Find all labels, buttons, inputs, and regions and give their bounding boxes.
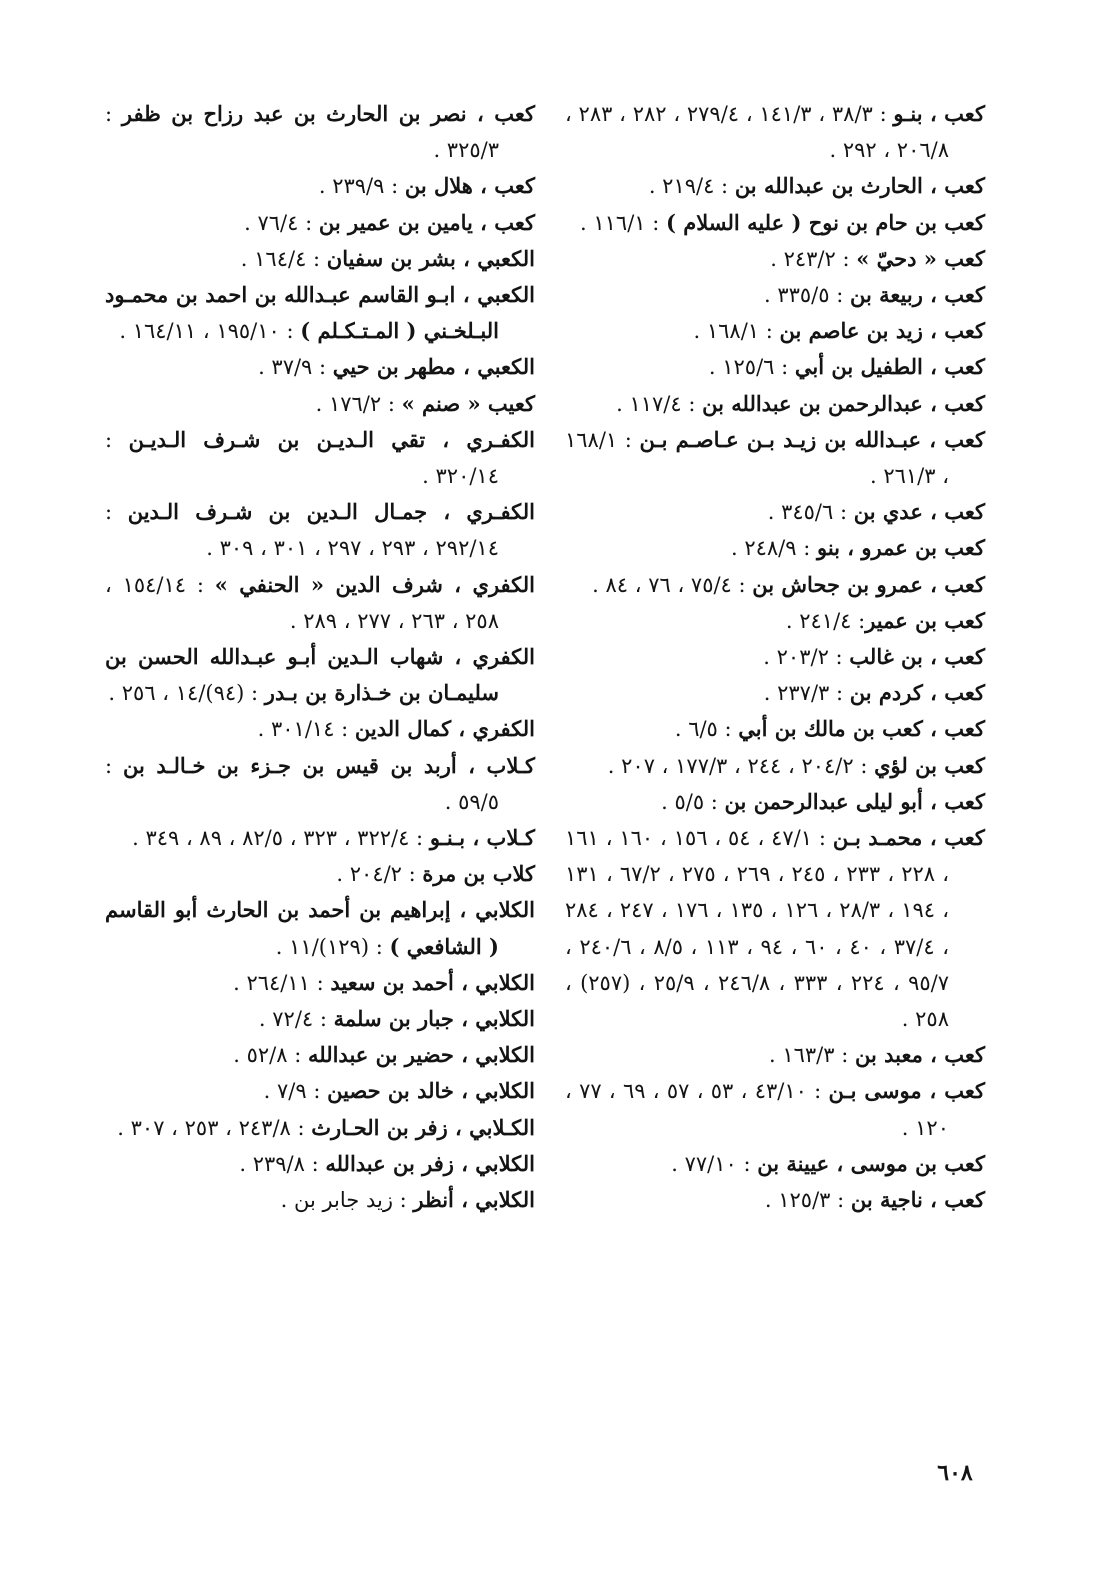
entry-heading: كـلاب ، بـنـو [429,825,535,851]
index-entry [105,386,535,422]
index-entry [565,386,985,422]
index-entry [105,168,535,204]
index-entry [105,494,535,566]
index-entry [565,1073,985,1145]
entry-references: : ٢١٩/٤ . [648,174,735,199]
entry-references: : ٢٠٤/٢ ، ٢٤٤ ، ١٧٧/٣ ، ٢٠٧ . [607,753,875,778]
entry-references: : ٣٣٥/٥ . [763,283,850,308]
entry-references: : ٣٨/٣ ، ١٤١/٣ ، ٢٧٩/٤ ، ٢٨٢ ، ٢٨٣ ، ٢٠٦/٨ ، ٢٩٢ . [565,102,949,163]
entry-heading: كعب ، الحارث بن عبدالله بن [734,173,985,199]
index-entry [565,820,985,1037]
entry-heading: الكلابي ، إبراهيم بن أحمد بن الحارث أبو القاسم ( الشافعي ) [105,897,535,959]
entry-heading: كعب بن عمرو ، بنو [816,535,985,561]
entry-references: : ١٦٨/١ . [693,319,780,344]
index-entry [565,567,985,603]
entry-references: : ٥/٥ . [661,789,725,814]
entry-references: : ٢٤٣/٢ . [770,246,857,271]
entry-references: : (١٢٩)/١١ . [275,934,390,959]
entry-heading: كلاب بن مرة [422,861,535,887]
entry-references: : ٤٣/١٠ ، ٥٣ ، ٥٧ ، ٦٩ ، ٧٧ ، ١٢٠ . [565,1079,949,1140]
entry-references: : ٧٦/٤ . [244,210,319,235]
index-entry [105,567,535,639]
index-column-right [565,96,985,1218]
entry-references: : ٢٤٨/٩ . [730,536,817,561]
index-entry [105,1182,535,1218]
entry-heading: كعب ، يامين بن عمير بن [318,209,535,235]
entry-heading: كعب ، معبد بن [854,1042,985,1068]
index-entry [105,1146,535,1182]
entry-heading: كعب ، ربيعة بن [849,282,985,308]
entry-heading: الكفري ، كمال الدين [354,716,535,742]
index-entry [105,748,535,820]
entry-heading: الكفري ، شرف الدين « الحنفي » [214,571,535,597]
index-entry [565,784,985,820]
entry-references: : (٩٤)/١٤ ، ٢٥٦ . [108,681,265,706]
index-entry [105,1073,535,1109]
entry-references: : ١٢٥/٣ . [764,1188,851,1213]
page-number: ٦٠٨ [937,1460,973,1486]
index-entry [565,1037,985,1073]
index-entry [105,1037,535,1073]
entry-references: : ٢٠٤/٢ . [336,862,423,887]
entry-references: : ١٥٤/١٤ ، ٢٥٨ ، ٢٦٣ ، ٢٧٧ ، ٢٨٩ . [105,572,499,633]
entry-heading: كعب ، ناجية بن [850,1187,985,1213]
entry-heading: كـلاب ، أربد بن قيس بن جـزء بن خـالـد بن [122,752,535,778]
entry-heading: الكعبي ، ابـو القاسم عبـدالله بن احمد بن محمـود البـلخـني ( المـتـكـلم ) [105,282,535,344]
entry-heading: كعب بن حام بن نوح ( عليه السلام ) [666,209,985,235]
entry-references: : ٥٢/٨ . [233,1043,308,1068]
entry-references: : زيد جابر بن . [280,1188,414,1213]
entry-references: : ٢٠٣/٢ . [763,645,850,670]
index-entry [565,96,985,168]
entry-heading: كعب ، كعب بن مالك بن أبي [738,716,985,742]
entry-heading: كعب ، عبـدالله بن زيـد بـن عـاصـم بـن [639,426,985,452]
entry-references: : ٣٠١/١٤ . [257,717,355,742]
entry-heading: الكلابي ، حضير بن عبدالله [307,1042,535,1068]
entry-references: : ٣٢٥/٣ . [105,102,499,163]
entry-references: : ٢٤٣/٨ ، ٢٥٣ ، ٣٠٧ . [117,1115,312,1140]
entry-references: : ٢٣٧/٣ . [763,681,850,706]
index-entry [565,205,985,241]
entry-heading: الكلابي ، أحمد بن سعيد [330,969,535,995]
entry-heading: كعب ، عدي بن [853,499,985,525]
entry-references: : ١٦٣/٣ . [768,1043,855,1068]
entry-heading: الكعبي ، مطهر بن حيي [332,354,535,380]
entry-references: : ١١٧/٤ . [616,391,703,416]
entry-references: : ١٦٨/١ ، ٢٦١/٣ . [565,427,949,489]
index-entry [565,603,985,639]
index-entry [565,494,985,530]
entry-references: : ٥٩/٥ . [105,753,499,814]
entry-references: : ٢٤١/٤ . [785,608,866,633]
entry-references: : ٧٥/٤ ، ٧٦ ، ٨٤ . [592,572,753,597]
index-entry [105,820,535,856]
entry-heading: الكعبي ، بشر بن سفيان [326,245,535,271]
entry-heading: الكفـري ، جمـال الـدين بن شـرف الـدين [127,499,535,525]
index-entry [105,965,535,1001]
index-entry [565,675,985,711]
index-entry [105,639,535,711]
index-entry [565,313,985,349]
entry-heading: الكـلابي ، زفر بن الحـارث [311,1114,535,1140]
entry-heading: الكفري ، شهاب الـدين أبـو عبـدالله الحسن بن سليمـان بن خـذارة بن بـدر [105,644,535,706]
entry-heading: كعب ، عمرو بن جحاش بن [752,571,985,597]
entry-references: : ٣٢٠/١٤ . [105,427,499,489]
index-entry [105,349,535,385]
entry-heading: كعب « دحيّ » [856,245,985,271]
index-entry [105,205,535,241]
index-entry [565,349,985,385]
index-entry [565,277,985,313]
entry-heading: الكلابي ، خالد بن حصين [327,1078,535,1104]
index-entry [105,1001,535,1037]
entry-references: : ٢٩٢/١٤ ، ٢٩٣ ، ٢٩٧ ، ٣٠١ ، ٣٠٩ . [105,500,499,561]
entry-references: : ١٢٥/٦ . [708,355,795,380]
entry-heading: كعب ، محمـد بـن [832,825,985,851]
entry-heading: كعب بن موسى ، عيينة بن [757,1150,985,1176]
entry-heading: الكلابي ، زفر بن عبدالله [325,1150,535,1176]
entry-references: : ٣٤٥/٦ . [767,500,854,525]
entry-references: : ٧٧/١٠ . [671,1151,758,1176]
index-entry [565,711,985,747]
index-entry [105,711,535,747]
entry-references: : ٣٢٢/٤ ، ٣٢٣ ، ٨٢/٥ ، ٨٩ ، ٣٤٩ . [132,826,430,851]
index-entry [565,530,985,566]
entry-references: : ٣٧/٩ . [258,355,333,380]
entry-heading: كعب ، زيد بن عاصم بن [779,318,985,344]
entry-heading: كعب ، بن غالب [849,644,985,670]
index-entry [105,422,535,494]
entry-references: : ٢٦٤/١١ . [233,970,331,995]
entry-references: : ١٧٦/٢ . [315,391,402,416]
entry-references: : ٦/٥ . [674,717,739,742]
index-entry [105,1110,535,1146]
index-entry [565,748,985,784]
entry-references: : ٧٢/٤ . [258,1007,334,1032]
entry-references: : ٤٧/١ ، ٥٤ ، ١٥٦ ، ١٦٠ ، ١٦١ ، ٢٢٨ ، ٢٣٣ ، ٢٤٥ ، ٢٦٩ ، ٢٧٥ ، ٦٧/٢ ، ١٣١ ، ١٩٤ ، ٢٨/٣ ، ١٢٦ ، ١٣٥ ، ١٧٦ ، ٢٤٧ ، ٢٨٤ ، ٣٧/٤ ، ٤٠ ، ٦٠ ، ٩٤ ، ١١٣ ، ٨/٥ ، ٢٤٠/٦ ، ٩٥/٧ ، ٢٢٤ ، ٣٣٣ ، ٢٤٦/٨ ، ٢٥/٩ ، (٢٥٧) ، ٢٥٨ . [565,826,949,1032]
entry-heading: كعب ، موسى بـن [828,1078,985,1104]
entry-heading: كعب ، هلال بن [404,173,535,199]
entry-heading: الكلابي ، جبار بن سلمة [333,1006,535,1032]
index-entry [565,1146,985,1182]
index-entry [565,241,985,277]
entry-references: : ٢٣٩/٨ . [239,1151,326,1176]
entry-heading: كعب بن عمير [865,607,985,633]
index-column-left [105,96,535,1218]
entry-heading: كعب ، عبدالرحمن بن عبدالله بن [702,390,985,416]
index-entry [565,639,985,675]
index-entry [105,96,535,168]
entry-heading: كعب ، نصر بن الحارث بن عبد رزاح بن ظفر [121,101,535,126]
entry-references: : ٧/٩ . [263,1079,328,1104]
entry-references: : ١٦٤/٤ . [240,246,327,271]
entry-heading: كعب ، الطفيل بن أبي [794,354,985,380]
index-entry [105,892,535,964]
index-entry [105,241,535,277]
entry-heading: الكلابي ، أنظر [413,1187,535,1213]
entry-references: : ١١٦/١ . [580,210,667,235]
entry-heading: كعب ، بنـو [893,101,985,126]
entry-references: : ٢٣٩/٩ . [318,174,405,199]
index-entry [105,856,535,892]
entry-heading: الكفـري ، تقي الـديـن بن شـرف الـديـن [128,426,535,452]
entry-heading: كعيب « صنم » [401,390,535,416]
entry-heading: كعب ، أبو ليلى عبدالرحمن بن [724,788,985,814]
entry-references: : ١٩٥/١٠ ، ١٦٤/١١ . [119,319,301,344]
index-entry [565,422,985,494]
entry-heading: كعب بن لؤي [874,752,985,778]
index-entry [565,1182,985,1218]
index-entry [105,277,535,349]
index-entry [565,168,985,204]
entry-heading: كعب ، كردم بن [849,680,985,706]
